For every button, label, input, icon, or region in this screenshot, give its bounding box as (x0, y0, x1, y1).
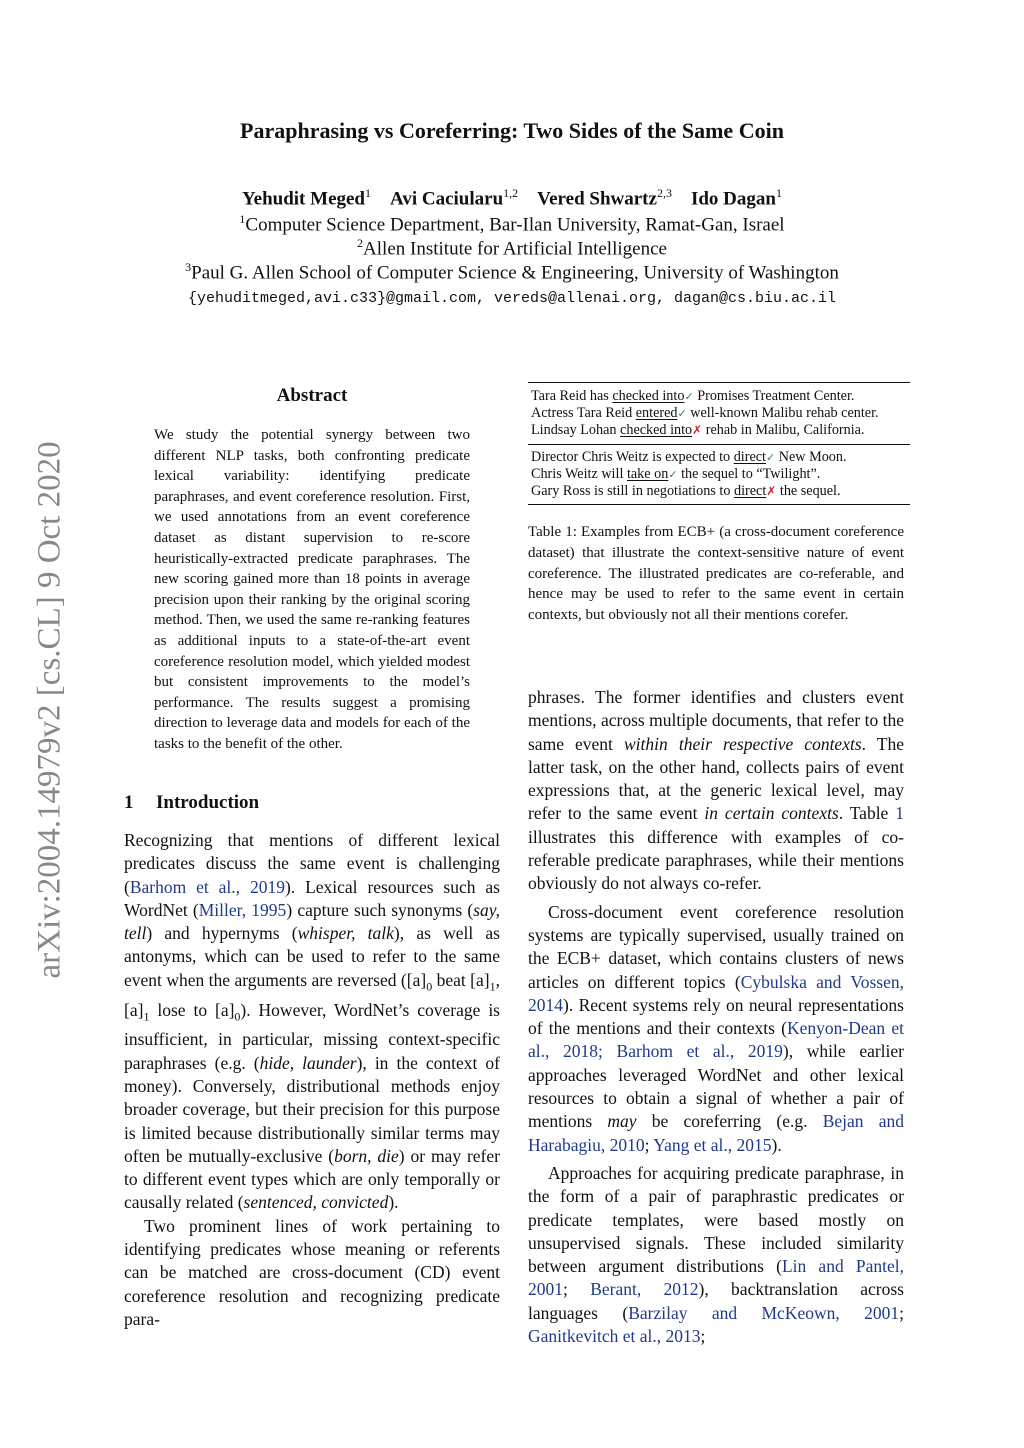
author-name: Ido Dagan (690, 188, 776, 210)
intro-paragraph: Two prominent lines of work pertaining to identifying predicates whose meaning or referents can be matched are cross-document (CD) event coreference resolution and recognizing predicate para- (124, 1215, 500, 1329)
check-icon: ✓ (765, 452, 776, 464)
affil-text: Allen Institute for Artificial Intelligence (363, 238, 667, 260)
section-heading (124, 792, 259, 814)
paper-title: Paraphrasing vs Coreferring: Two Sides of the Same Coin (240, 118, 784, 143)
affil-text: Computer Science Department, Bar-Ilan University, Ramat-Gan, Israel (245, 214, 785, 236)
intro-paragraph: Recognizing that mentions of different lexical predicates discuss the same event is challenging (Barhom et al., 2019). Lexical resources such as WordNet (Miller, 1995) capture such synonyms (say, tell) and hypernyms (whisper, talk), as well as antonyms, which can be used to refer to the same event when the arguments are reversed ($[a]_0$ beat $[a]_1$, $[a]_1$ lose to $[a]_0$). However, WordNet’s coverage is insufficient, in particular, missing context-specific paraphrases (e.g. (hide, launder), in the context of money). Conversely, distributional methods enjoy broader coverage, but their precision for this purpose is limited because distributionally similar terms may often be mutually-exclusive (born, die) or may refer to different event types which are only temporally or causally related (sentenced, convicted). (124, 830, 500, 1213)
table-row: Tara Reid has checked into✓ Promises Treatment Center. (531, 388, 855, 404)
citation-link[interactable]: Cybulska and Vossen, 2014 (528, 971, 904, 1015)
author-affil-sup: 1,2 (503, 186, 519, 200)
intro-paragraph: phrases. The former identifies and clusters event mentions, across multiple documents, that refer to the same event within their respective contexts. The latter task, on the other hand, collects pairs of event expressions that, at the generic lexical level, may refer to the same event in certain contexts. Table 1 illustrates this difference with examples of co-referable predicate paraphrases, while their mentions obviously do not always co-refer. (528, 687, 904, 894)
author-affil-sup: 1 (775, 186, 782, 200)
table-caption: Table 1: Examples from ECB+ (a cross-document coreference dataset) that illustrate the context-sensitive nature of event coreference. The illustrated predicates are co-referable, and hence may be used to refer to the same event in certain contexts, but obviously not all their mentions corefer. (528, 524, 904, 624)
cross-icon: ✗ (766, 484, 777, 498)
citation-link[interactable]: Barhom et al., 2019 (129, 876, 285, 897)
author-affil-sup: 2,3 (656, 186, 672, 200)
table-row: Chris Weitz will take on✓ the sequel to “Twilight”. (531, 466, 821, 482)
check-icon: ✓ (677, 408, 687, 420)
affil-sup: 3 (185, 260, 192, 274)
intro-paragraph: Cross-document event coreference resolution systems are typically supervised, usually trained on the ECB+ dataset, which contains clusters of news articles on different topics (Cybulska and Vossen, 2014). Recent systems rely on neural representations of the mentions and their contexts (Kenyon-Dean et al., 2018; Barhom et al., 2019), while earlier approaches leveraged WordNet and other lexical resources to obtain a signal of whether a pair of mentions may be coreferring (e.g. Bejan and Harabagiu, 2010; Yang et al., 2015). (528, 901, 904, 1155)
left-column (124, 829, 500, 1331)
table-row: Gary Ross is still in negotiations to direct✗ the sequel. (531, 483, 841, 499)
intro-paragraph: Approaches for acquiring predicate paraphrase, in the form of a pair of paraphrastic predicates or predicate templates, were based mostly on unsupervised signals. These included similarity between argument distributions (Lin and Pantel, 2001; Berant, 2012), backtranslation across languages (Barzilay and McKeown, 2001; Ganitkevitch et al., 2013; (528, 1162, 904, 1347)
author-emails: {yehuditmeged,avi.c33}@gmail.com, vereds@allenai.org, dagan@cs.biu.ac.il (187, 290, 837, 307)
table-row: Lindsay Lohan checked into✗ rehab in Malibu, California. (531, 422, 865, 438)
table-row: Director Chris Weitz is expected to direct✓ New Moon. (531, 449, 847, 465)
affil-sup: 1 (239, 212, 246, 226)
affiliation (0, 236, 1024, 260)
abstract-heading: Abstract (276, 385, 348, 406)
citation-link[interactable]: Berant, 2012 (590, 1279, 699, 1300)
table-ref-link[interactable]: 1 (895, 803, 904, 824)
check-icon: ✓ (668, 469, 678, 481)
affil-sup: 2 (357, 236, 364, 250)
table-row: Actress Tara Reid entered✓ well-known Malibu rehab center. (531, 405, 879, 421)
author-name: Vered Shwartz (537, 188, 657, 210)
abstract-text: We study the potential synergy between two different NLP tasks, both confronting predicate lexical variability: identifying predicate paraphrases, and event coreference resolution. First, we used annotations from an event coreference dataset as distant supervision to re-score heuristically-extracted predicate paraphrases. The new scoring gained more than 18 points in average precision upon their ranking by the original scoring method. Then, we used the same re-ranking features as additional inputs to a state-of-the-art event coreference resolution model, which yielded modest but consistent improvements to the model’s performance. The results suggest a promising direction to leverage data and models for each of the tasks to the benefit of the other. (154, 427, 470, 752)
affiliation (0, 212, 1024, 236)
affil-text: Paul G. Allen School of Computer Science & Engineering, University of Washington (191, 262, 839, 284)
citation-link[interactable]: Bejan and Harabagiu, 2010 (528, 1111, 904, 1155)
citation-link[interactable]: Lin and Pantel, 2001 (528, 1256, 904, 1300)
cross-icon: ✗ (692, 423, 703, 437)
citation-link[interactable]: Barzilay and McKeown, 2001 (628, 1302, 900, 1323)
section-number: 1 (124, 792, 134, 813)
author-affil-sup: 1 (365, 186, 372, 200)
citation-link[interactable]: Ganitkevitch et al., 2013 (528, 1326, 701, 1347)
affiliation (0, 260, 1024, 284)
author-list (0, 186, 1024, 210)
section-title: Introduction (156, 792, 260, 813)
author-name: Avi Caciularu (390, 188, 504, 210)
author-name: Yehudit Meged (242, 188, 366, 210)
table-bottom-rule (528, 504, 910, 505)
citation-link[interactable]: Kenyon-Dean et al., 2018; Barhom et al., 2019 (528, 1018, 904, 1062)
citation-link[interactable]: Miller, 1995 (198, 899, 287, 920)
citation-link[interactable]: Yang et al., 2015 (653, 1134, 772, 1155)
table-mid-rule (528, 444, 910, 445)
right-column (528, 686, 904, 1348)
check-icon: ✓ (684, 391, 694, 403)
arxiv-stamp: arXiv:2004.14979v2 [cs.CL] 9 Oct 2020 (31, 441, 68, 979)
table-top-rule (528, 382, 910, 383)
